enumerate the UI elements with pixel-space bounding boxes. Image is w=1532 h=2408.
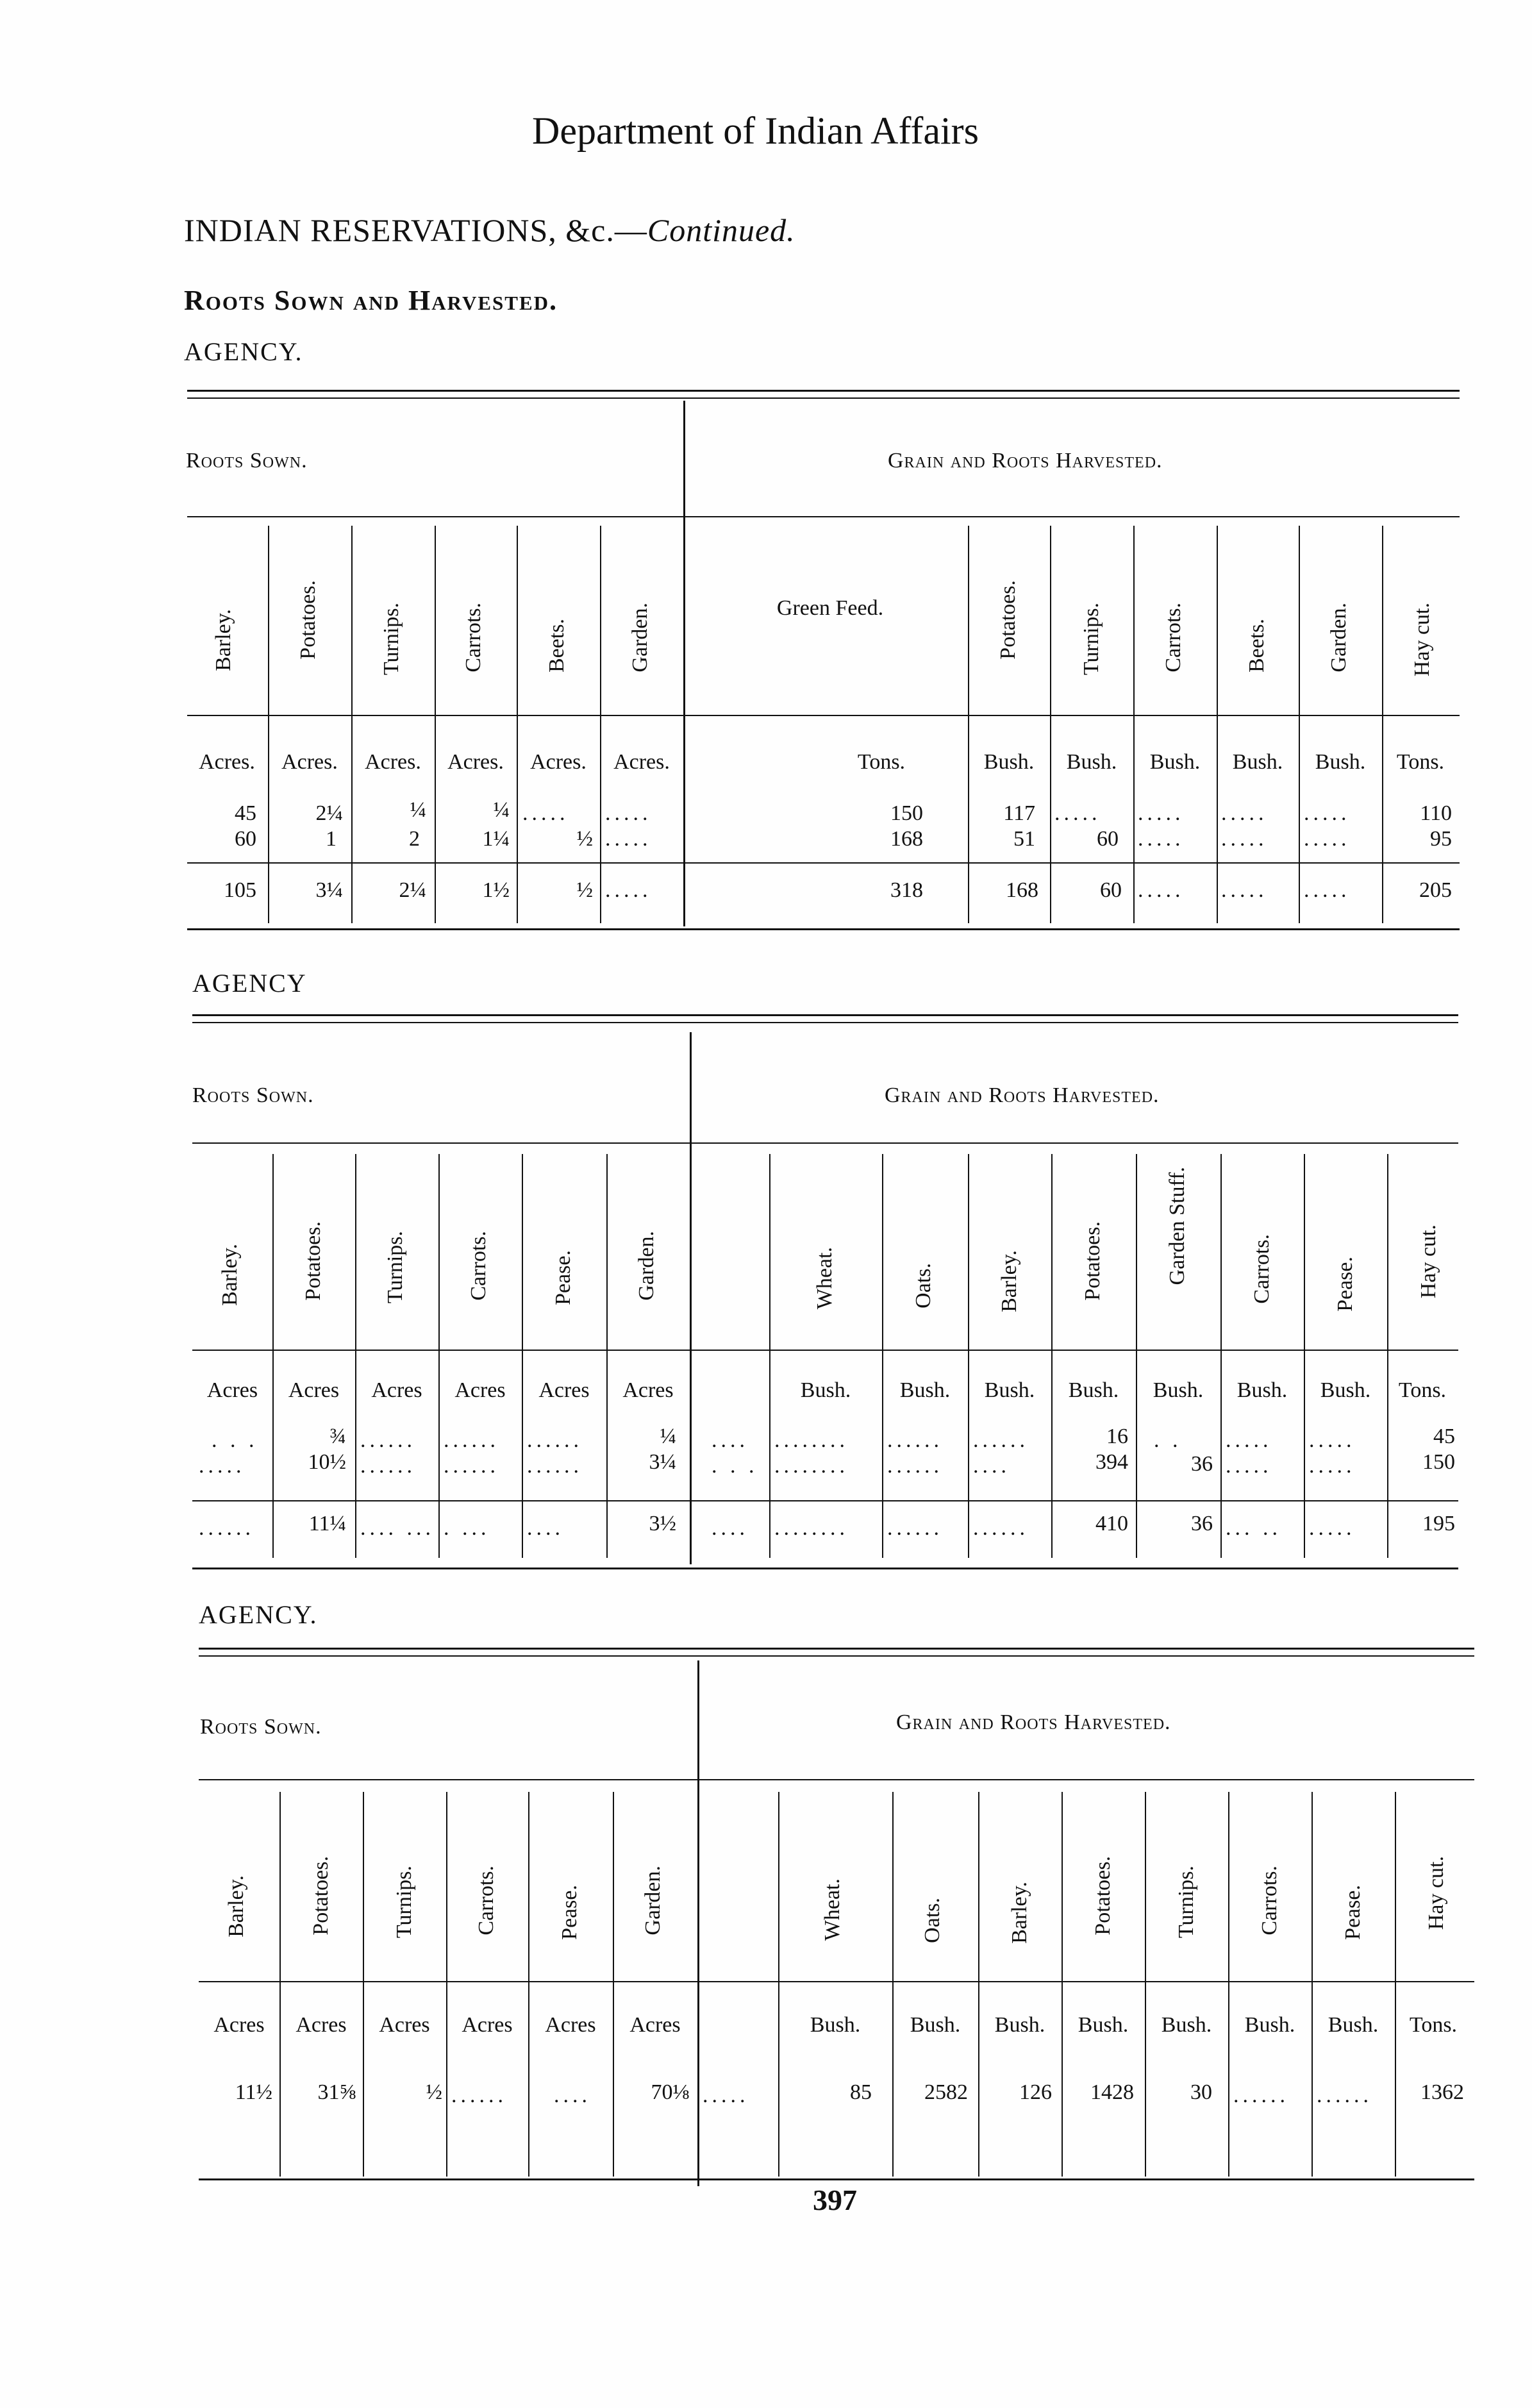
col-line bbox=[1062, 1792, 1063, 2177]
dot-leader: ...... bbox=[887, 1516, 943, 1540]
col-line bbox=[522, 1154, 523, 1558]
table-cell: 16 bbox=[1106, 1425, 1128, 1448]
total-cell: 11¼ bbox=[308, 1512, 346, 1535]
dot-leader: ..... bbox=[605, 827, 652, 851]
table-cell: 1 bbox=[326, 827, 337, 851]
dot-leader: ...... bbox=[444, 1428, 499, 1452]
col-line bbox=[882, 1154, 883, 1558]
dot-leader: ...... bbox=[360, 1454, 416, 1478]
unit-label: Bush. bbox=[1315, 750, 1366, 774]
col-line bbox=[778, 1792, 779, 2177]
unit-label: Acres. bbox=[199, 750, 255, 774]
col-header: Garden Stuff. bbox=[1165, 1167, 1189, 1285]
table-cell: 30 bbox=[1190, 2080, 1212, 2104]
dot-leader: ...... bbox=[887, 1454, 943, 1478]
unit-label: Bush. bbox=[810, 2013, 861, 2037]
table-cell: 1362 bbox=[1420, 2080, 1464, 2104]
col-line bbox=[606, 1154, 608, 1558]
col-line bbox=[968, 526, 969, 923]
dot-leader: ........ bbox=[774, 1454, 849, 1478]
col-line bbox=[1050, 526, 1051, 923]
col-line bbox=[892, 1792, 894, 2177]
dot-leader: ...... bbox=[451, 2084, 507, 2107]
dot-leader: .... bbox=[554, 2084, 591, 2107]
total-cell: 3¼ bbox=[315, 878, 343, 902]
dot-leader: ..... bbox=[1309, 1516, 1356, 1540]
unit-label: Acres bbox=[545, 2013, 596, 2037]
col-header: Oats. bbox=[912, 1263, 935, 1309]
col-header: Potatoes. bbox=[1091, 1856, 1115, 1936]
table-cell: ¼ bbox=[660, 1425, 676, 1448]
unit-label: Bush. bbox=[1149, 750, 1201, 774]
col-header: Turnips. bbox=[383, 1231, 407, 1304]
agency1-top-rule-2 bbox=[187, 397, 1460, 399]
unit-label: Acres. bbox=[447, 750, 504, 774]
unit-label: Acres bbox=[213, 2013, 265, 2037]
agency3-col-rule bbox=[199, 1779, 1474, 1780]
agency2-divider bbox=[690, 1032, 692, 1564]
col-header: Carrots. bbox=[1250, 1234, 1274, 1304]
unit-label: Bush. bbox=[1244, 2013, 1295, 2037]
dot-leader: ........ bbox=[774, 1428, 849, 1452]
unit-label: Bush. bbox=[1236, 1378, 1288, 1402]
agency1-label: AGENCY. bbox=[184, 337, 303, 366]
col-header: Carrots. bbox=[1161, 603, 1185, 673]
col-line bbox=[528, 1792, 529, 2177]
unit-label: Acres bbox=[206, 1378, 258, 1402]
col-line bbox=[1133, 526, 1135, 923]
total-cell: 36 bbox=[1191, 1512, 1213, 1535]
agency2-head-rule bbox=[192, 1350, 1458, 1351]
col-header: Barley. bbox=[218, 1244, 242, 1306]
table-cell: 2 bbox=[409, 827, 420, 851]
col-line bbox=[438, 1154, 440, 1558]
table-cell: 31⅝ bbox=[317, 2080, 356, 2104]
agency3-sown-header: Roots Sown. bbox=[200, 1715, 322, 1739]
agency1-head-rule bbox=[187, 715, 1460, 716]
agency2-total-rule bbox=[192, 1500, 1458, 1501]
dot-leader: ..... bbox=[1226, 1428, 1272, 1452]
unit-label: Tons. bbox=[1409, 2013, 1458, 2037]
col-line bbox=[279, 1792, 281, 2177]
col-header: Garden. bbox=[1327, 603, 1351, 673]
table-cell: 168 bbox=[890, 827, 923, 851]
total-cell: 1½ bbox=[482, 878, 510, 902]
table-cell: 60 bbox=[1097, 827, 1119, 851]
col-header: Garden. bbox=[635, 1231, 658, 1301]
table-cell: ¾ bbox=[329, 1425, 346, 1448]
table-cell: 10½ bbox=[308, 1450, 346, 1474]
col-line bbox=[613, 1792, 614, 2177]
col-line bbox=[1311, 1792, 1313, 2177]
section-title-text: INDIAN RESERVATIONS, &c.— bbox=[184, 212, 647, 248]
dot-leader: ..... bbox=[1054, 801, 1101, 825]
table-cell: 110 bbox=[1420, 801, 1452, 825]
unit-label: Bush. bbox=[1068, 1378, 1119, 1402]
unit-label: Bush. bbox=[899, 1378, 951, 1402]
dot-leader: ...... bbox=[887, 1428, 943, 1452]
unit-label: Acres bbox=[379, 2013, 430, 2037]
table-cell: 60 bbox=[235, 827, 256, 851]
col-header: Pease. bbox=[551, 1250, 575, 1305]
table-cell: 85 bbox=[850, 2080, 872, 2104]
col-header: Potatoes. bbox=[996, 580, 1020, 660]
page-subtitle: Roots Sown and Harvested. bbox=[184, 285, 558, 316]
dot-leader: ...... bbox=[973, 1428, 1029, 1452]
dot-leader: ..... bbox=[1304, 827, 1351, 851]
agency3-head-rule bbox=[199, 1981, 1474, 1982]
col-header: Turnips. bbox=[1174, 1866, 1198, 1939]
total-cell: 3½ bbox=[649, 1512, 676, 1535]
col-line bbox=[1228, 1792, 1229, 2177]
table-cell: 36 bbox=[1191, 1452, 1213, 1476]
table-cell: 11½ bbox=[235, 2080, 272, 2104]
col-header: Barley. bbox=[212, 609, 235, 671]
agency1-sown-header: Roots Sown. bbox=[186, 449, 308, 472]
col-header: Barley. bbox=[224, 1875, 248, 1937]
col-line bbox=[1136, 1154, 1137, 1558]
col-line bbox=[1299, 526, 1300, 923]
dot-leader: ..... bbox=[1304, 878, 1351, 902]
dot-leader: ..... bbox=[1138, 827, 1185, 851]
unit-label: Acres. bbox=[365, 750, 421, 774]
col-header: Green Feed. bbox=[776, 596, 884, 620]
table-cell: ½ bbox=[426, 2080, 442, 2104]
col-line bbox=[272, 1154, 274, 1558]
section-title bbox=[184, 212, 795, 249]
table-cell: ¼ bbox=[493, 798, 510, 822]
table-cell: 70⅛ bbox=[651, 2080, 689, 2104]
table-cell: 1428 bbox=[1090, 2080, 1134, 2104]
col-header: Hay cut. bbox=[1424, 1856, 1448, 1930]
col-line bbox=[517, 526, 518, 923]
col-header: Turnips. bbox=[379, 603, 403, 676]
unit-label: Bush. bbox=[983, 750, 1035, 774]
table-cell: 45 bbox=[235, 801, 256, 825]
unit-label: Bush. bbox=[994, 2013, 1045, 2037]
col-line bbox=[435, 526, 436, 923]
col-header: Pease. bbox=[1341, 1885, 1365, 1940]
unit-label: Bush. bbox=[1328, 2013, 1379, 2037]
unit-label: Bush. bbox=[1232, 750, 1283, 774]
unit-label: Bush. bbox=[1078, 2013, 1129, 2037]
col-header: Potatoes. bbox=[296, 580, 320, 660]
dot-leader: .... bbox=[973, 1454, 1010, 1478]
section-title-continued: Continued. bbox=[647, 212, 795, 248]
agency1-top-rule bbox=[187, 390, 1460, 392]
table-cell: 51 bbox=[1013, 827, 1035, 851]
col-header: Carrots. bbox=[474, 1866, 498, 1936]
col-line bbox=[1145, 1792, 1146, 2177]
unit-label: Acres bbox=[622, 1378, 674, 1402]
col-header: Pease. bbox=[558, 1885, 581, 1940]
unit-label: Bush. bbox=[1066, 750, 1117, 774]
dot-leader: ..... bbox=[1221, 827, 1268, 851]
col-line bbox=[351, 526, 353, 923]
dot-leader: . ... bbox=[444, 1516, 490, 1540]
dot-leader: ..... bbox=[1304, 801, 1351, 825]
dot-leader: ...... bbox=[527, 1428, 583, 1452]
col-header: Carrots. bbox=[467, 1231, 490, 1301]
dot-leader: ..... bbox=[1221, 801, 1268, 825]
agency3-bottom-rule bbox=[199, 2178, 1474, 2180]
unit-label: Tons. bbox=[1396, 750, 1445, 774]
col-line bbox=[1051, 1154, 1053, 1558]
unit-label: Acres bbox=[288, 1378, 340, 1402]
col-line bbox=[1220, 1154, 1222, 1558]
col-line bbox=[1395, 1792, 1396, 2177]
dot-leader: ..... bbox=[1309, 1428, 1356, 1452]
agency1-col-rule bbox=[187, 516, 1460, 517]
dot-leader: ..... bbox=[1138, 878, 1185, 902]
col-header: Hay cut. bbox=[1410, 603, 1434, 677]
agency2-top-rule bbox=[192, 1014, 1458, 1016]
agency3-top-rule-2 bbox=[199, 1655, 1474, 1657]
col-line bbox=[1387, 1154, 1388, 1558]
col-line bbox=[1304, 1154, 1305, 1558]
unit-label: Acres bbox=[371, 1378, 422, 1402]
table-cell: 150 bbox=[1422, 1450, 1455, 1474]
col-header: Turnips. bbox=[1079, 603, 1103, 676]
dot-leader: ..... bbox=[1138, 801, 1185, 825]
col-line bbox=[355, 1154, 356, 1558]
col-line bbox=[978, 1792, 979, 2177]
unit-label: Bush. bbox=[984, 1378, 1035, 1402]
total-cell: 195 bbox=[1422, 1512, 1455, 1535]
dot-leader: ..... bbox=[1309, 1454, 1356, 1478]
table-cell: 117 bbox=[1003, 801, 1035, 825]
col-header: Potatoes. bbox=[309, 1856, 333, 1936]
dot-leader: . . . bbox=[712, 1454, 758, 1478]
table-cell: 126 bbox=[1019, 2080, 1052, 2104]
dot-leader: ...... bbox=[1317, 2084, 1372, 2107]
table-cell: 2582 bbox=[924, 2080, 968, 2104]
col-line bbox=[268, 526, 269, 923]
total-cell: 168 bbox=[1006, 878, 1038, 902]
dot-leader: ..... bbox=[703, 2084, 749, 2107]
total-cell: 60 bbox=[1100, 878, 1122, 902]
dot-leader: ...... bbox=[199, 1516, 254, 1540]
dot-leader: ...... bbox=[360, 1428, 416, 1452]
table-cell: 394 bbox=[1095, 1450, 1128, 1474]
table-cell: ¼ bbox=[410, 798, 426, 822]
total-cell: ½ bbox=[576, 878, 593, 902]
unit-label: Bush. bbox=[1320, 1378, 1371, 1402]
unit-label: Acres bbox=[454, 1378, 506, 1402]
col-header: Carrots. bbox=[1258, 1866, 1281, 1936]
col-line bbox=[363, 1792, 364, 2177]
col-line bbox=[600, 526, 601, 923]
col-header: Wheat. bbox=[813, 1247, 837, 1310]
dot-leader: ..... bbox=[522, 801, 569, 825]
unit-label: Tons. bbox=[1398, 1378, 1447, 1402]
col-header: Potatoes. bbox=[1081, 1221, 1104, 1301]
dot-leader: ..... bbox=[1221, 878, 1268, 902]
total-cell: 105 bbox=[224, 878, 256, 902]
table-cell: 2¼ bbox=[315, 801, 343, 825]
table-cell: 95 bbox=[1430, 827, 1452, 851]
col-header: Turnips. bbox=[392, 1866, 416, 1939]
dot-leader: .... bbox=[527, 1516, 564, 1540]
agency2-top-rule-2 bbox=[192, 1022, 1458, 1023]
col-header: Garden. bbox=[641, 1866, 665, 1936]
dot-leader: ...... bbox=[527, 1454, 583, 1478]
dot-leader: .... bbox=[712, 1516, 749, 1540]
col-header: Barley. bbox=[1008, 1882, 1031, 1944]
unit-label: Bush. bbox=[800, 1378, 851, 1402]
unit-label: Bush. bbox=[1161, 2013, 1212, 2037]
col-header: Garden. bbox=[628, 603, 652, 673]
dot-leader: . . bbox=[1154, 1428, 1182, 1452]
dot-leader: ........ bbox=[774, 1516, 849, 1540]
agency1-harvest-header: Grain and Roots Harvested. bbox=[888, 449, 1163, 472]
total-cell: 2¼ bbox=[399, 878, 426, 902]
col-header: Pease. bbox=[1333, 1257, 1357, 1312]
unit-label: Acres bbox=[629, 2013, 681, 2037]
agency1-divider bbox=[683, 401, 685, 926]
dot-leader: ...... bbox=[973, 1516, 1029, 1540]
unit-label: Acres bbox=[296, 2013, 347, 2037]
unit-label: Tons. bbox=[857, 750, 906, 774]
agency1-bottom-rule bbox=[187, 928, 1460, 930]
col-header: Hay cut. bbox=[1417, 1225, 1440, 1299]
dot-leader: ...... bbox=[444, 1454, 499, 1478]
unit-label: Bush. bbox=[910, 2013, 961, 2037]
agency3-harvest-header: Grain and Roots Harvested. bbox=[896, 1710, 1171, 1734]
dot-leader: ... .. bbox=[1226, 1516, 1281, 1540]
table-cell: ½ bbox=[576, 827, 593, 851]
agency2-col-rule bbox=[192, 1142, 1458, 1144]
unit-label: Bush. bbox=[1153, 1378, 1204, 1402]
col-line bbox=[1217, 526, 1218, 923]
col-line bbox=[769, 1154, 770, 1558]
agency2-bottom-rule bbox=[192, 1568, 1458, 1569]
col-line bbox=[968, 1154, 969, 1558]
dot-leader: . . . bbox=[212, 1428, 258, 1452]
col-header: Potatoes. bbox=[301, 1221, 325, 1301]
agency2-sown-header: Roots Sown. bbox=[192, 1083, 314, 1107]
agency1-total-rule bbox=[187, 862, 1460, 864]
col-header: Beets. bbox=[545, 619, 569, 673]
unit-label: Acres. bbox=[530, 750, 587, 774]
total-cell: 205 bbox=[1419, 878, 1452, 902]
agency2-harvest-header: Grain and Roots Harvested. bbox=[885, 1083, 1160, 1107]
col-header: Oats. bbox=[920, 1898, 944, 1943]
agency3-divider bbox=[697, 1660, 699, 2186]
page-title: Department of Indian Affairs bbox=[532, 110, 979, 152]
col-header: Barley. bbox=[997, 1250, 1021, 1312]
table-cell: 3¼ bbox=[649, 1450, 676, 1474]
dot-leader: .... bbox=[712, 1428, 749, 1452]
dot-leader: ...... bbox=[1233, 2084, 1289, 2107]
unit-label: Acres bbox=[538, 1378, 590, 1402]
col-line bbox=[1382, 526, 1383, 923]
table-cell: 1¼ bbox=[482, 827, 510, 851]
dot-leader: ..... bbox=[605, 801, 652, 825]
col-line bbox=[446, 1792, 447, 2177]
unit-label: Acres. bbox=[613, 750, 670, 774]
table-cell: 45 bbox=[1433, 1425, 1455, 1448]
agency3-top-rule bbox=[199, 1648, 1474, 1650]
total-cell: 410 bbox=[1095, 1512, 1128, 1535]
agency3-label: AGENCY. bbox=[199, 1600, 318, 1629]
table-cell: 150 bbox=[890, 801, 923, 825]
total-cell: 318 bbox=[890, 878, 923, 902]
dot-leader: .... ... bbox=[360, 1516, 435, 1540]
agency2-label: AGENCY bbox=[192, 969, 307, 998]
col-header: Wheat. bbox=[820, 1878, 844, 1941]
col-header: Beets. bbox=[1245, 619, 1269, 673]
dot-leader: ..... bbox=[1226, 1454, 1272, 1478]
dot-leader: ..... bbox=[199, 1454, 246, 1478]
unit-label: Acres bbox=[462, 2013, 513, 2037]
dot-leader: ..... bbox=[605, 878, 652, 902]
unit-label: Acres. bbox=[281, 750, 338, 774]
page-number: 397 bbox=[813, 2184, 857, 2216]
col-header: Carrots. bbox=[462, 603, 485, 673]
